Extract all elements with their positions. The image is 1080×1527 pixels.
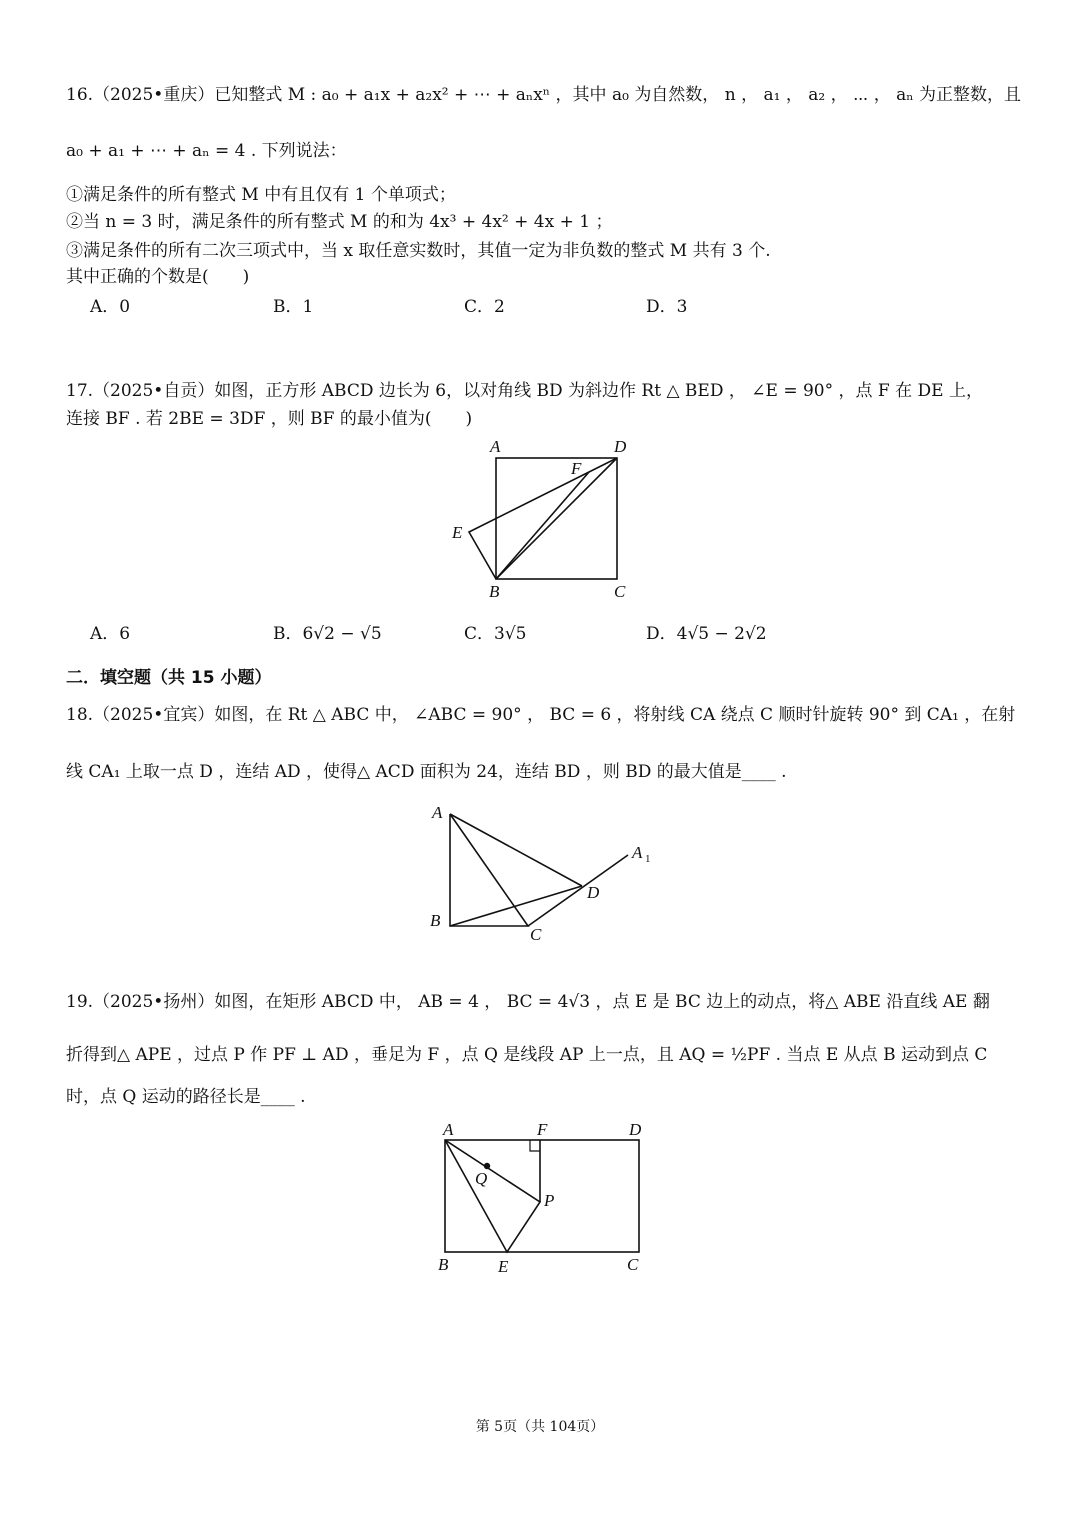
q17-triangle-sides (469, 458, 617, 579)
q16-stem: 其中正确的个数是( ) (66, 267, 250, 287)
q17-label-b: B (489, 582, 500, 601)
q17-diagonal-bd (496, 458, 617, 579)
q17-segment-bf (496, 472, 589, 579)
q19-right-angle-mark (530, 1140, 540, 1151)
q18-triangle-abc (450, 814, 528, 926)
q17-choice-b: B．6√2 − √5 (273, 624, 382, 644)
q19-fold-triangle (445, 1140, 540, 1252)
q19-line3: 时，点 Q 运动的路径长是____ . (66, 1087, 306, 1107)
q19-line1: 19.（2025•扬州）如图，在矩形 ABCD 中， AB = 4 ， BC = 4√3 ，点 E 是 BC 边上的动点，将△ ABE 沿直线 AE 翻 (66, 992, 990, 1012)
q18-segment-ad (450, 814, 582, 886)
q19-label-e: E (498, 1257, 509, 1276)
q17-line1: 17.（2025•自贡）如图，正方形 ABCD 边长为 6，以对角线 BD 为斜边作 Rt △ BED ， ∠E = 90° ，点 F 在 DE 上， (66, 381, 983, 401)
q17-label-d: D (614, 437, 627, 456)
q17-choice-d: D．4√5 − 2√2 (646, 624, 767, 644)
q18-label-a1-sub: 1 (645, 853, 651, 865)
q16-line1: 16.（2025•重庆）已知整式 M : a₀ + a₁x + a₂x² + ⋯ + aₙxⁿ ，其中 a₀ 为自然数， n ， a₁ ， a₂ ， ⋯ ， aₙ 为正整数，且 (66, 85, 1021, 105)
q17-choice-c: C．3√5 (464, 624, 527, 644)
q17-label-e: E (452, 523, 463, 542)
q19-label-b: B (438, 1255, 449, 1274)
q19-label-a: A (443, 1120, 454, 1139)
q18-segment-bd (450, 886, 582, 926)
q18-label-a: A (432, 803, 443, 822)
q17-figure (440, 432, 650, 604)
q19-label-f: F (537, 1120, 548, 1139)
q16-choice-a: A．0 (90, 297, 131, 317)
q18-line1: 18.（2025•宜宾）如图，在 Rt △ ABC 中， ∠ABC = 90° ， BC = 6 ，将射线 CA 绕点 C 顺时针旋转 90° 到 CA₁ ，在射 (66, 705, 1016, 725)
q16-choice-c: C．2 (464, 297, 505, 317)
q17-label-a: A (490, 437, 501, 456)
q16-statement-3: ③满足条件的所有二次三项式中，当 x 取任意实数时，其值一定为非负数的整式 M 共有 3 个. (66, 241, 771, 261)
q19-label-q: Q (475, 1169, 488, 1188)
q17-label-f: F (571, 459, 582, 478)
q16-statement-1: ①满足条件的所有整式 M 中有且仅有 1 个单项式； (66, 185, 456, 205)
q18-label-a1: A (632, 843, 643, 862)
q19-figure (430, 1116, 660, 1280)
q19-label-p: P (544, 1191, 555, 1210)
q19-rectangle (445, 1140, 639, 1252)
q17-line2: 连接 BF . 若 2BE = 3DF ，则 BF 的最小值为( ) (66, 409, 473, 429)
q16-choice-d: D．3 (646, 297, 688, 317)
q18-ray-ca1 (528, 855, 628, 926)
q19-line2: 折得到△ APE ，过点 P 作 PF ⊥ AD ，垂足为 F ，点 Q 是线段 AP 上一点，且 AQ = ½PF . 当点 E 从点 B 运动到点 C (66, 1045, 988, 1065)
q16-statement-2: ②当 n = 3 时，满足条件的所有整式 M 的和为 4x³ + 4x² + 4x + 1 ； (66, 212, 613, 232)
q19-label-c: C (627, 1255, 639, 1274)
q18-label-c: C (530, 925, 542, 944)
q16-choice-b: B．1 (273, 297, 314, 317)
q18-figure (420, 798, 670, 948)
q17-choice-a: A．6 (90, 624, 131, 644)
q18-label-b: B (430, 911, 441, 930)
q18-label-d: D (587, 883, 600, 902)
section-heading: 二．填空题（共 15 小题） (66, 668, 272, 688)
page-footer: 第 5页（共 104页） (475, 1419, 605, 1435)
q16-line2: a₀ + a₁ + ⋯ + aₙ = 4 . 下列说法： (66, 141, 347, 161)
q19-label-d: D (629, 1120, 642, 1139)
q18-line2: 线 CA₁ 上取一点 D ，连结 AD ，使得△ ACD 面积为 24，连结 BD ，则 BD 的最大值是____ . (66, 762, 787, 782)
q17-label-c: C (614, 582, 626, 601)
